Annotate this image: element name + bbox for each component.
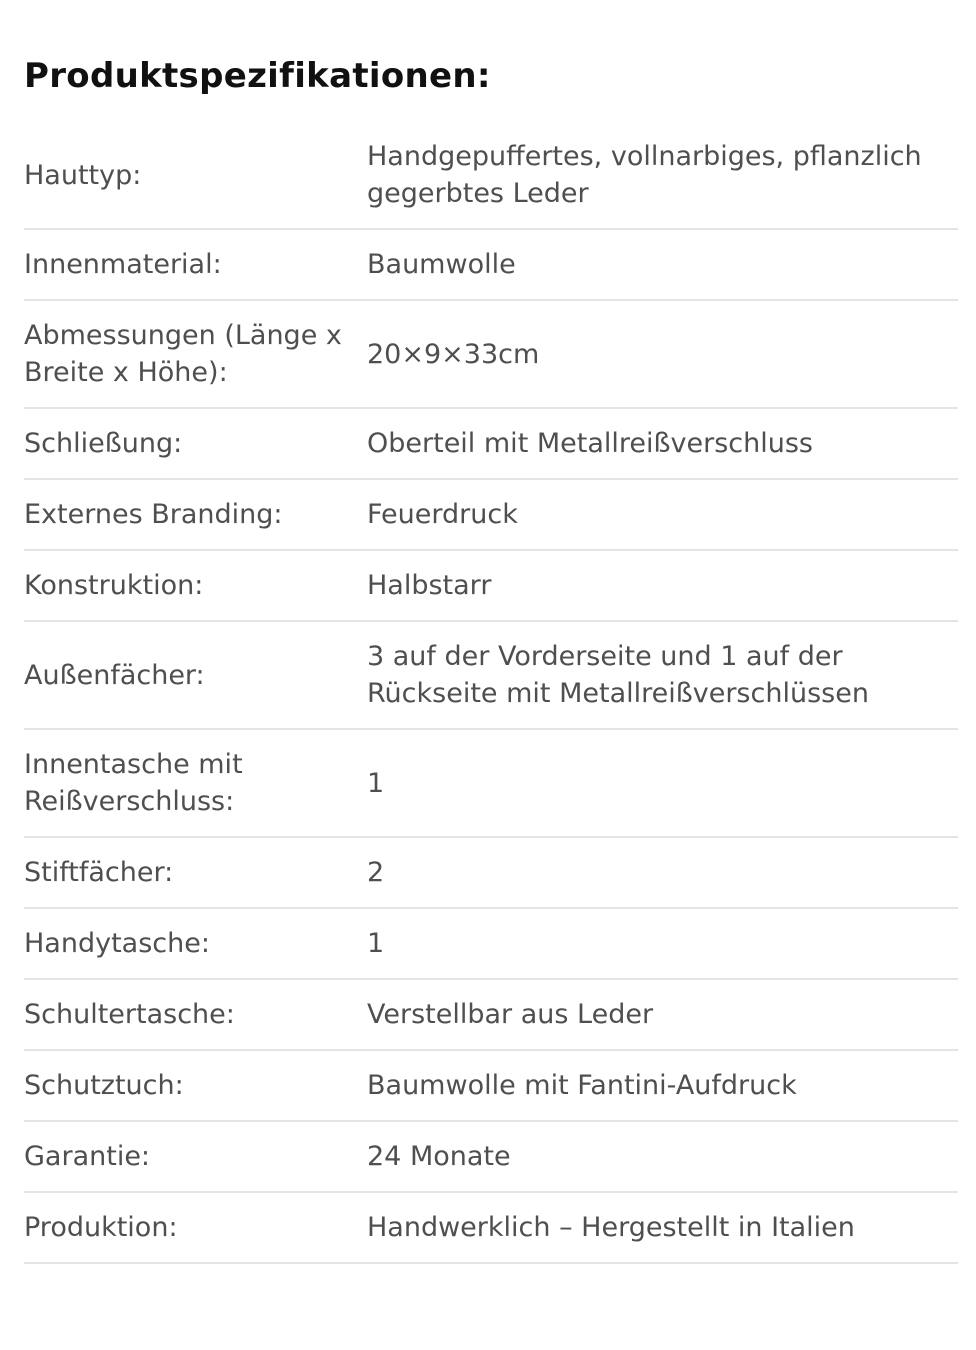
table-row xyxy=(24,621,958,729)
spec-value: Baumwolle xyxy=(367,229,958,300)
spec-label: Handytasche: xyxy=(24,908,367,979)
table-row xyxy=(24,837,958,908)
table-row xyxy=(24,908,958,979)
spec-value: Handgepuffertes, vollnarbiges, pflanzlich gegerbtes Leder xyxy=(367,120,958,229)
table-row xyxy=(24,1192,958,1263)
spec-value: Oberteil mit Metallreißverschluss xyxy=(367,408,958,479)
table-row xyxy=(24,979,958,1050)
table-row xyxy=(24,408,958,479)
spec-label: Innentasche mit Reißverschluss: xyxy=(24,729,367,837)
spec-label: Konstruktion: xyxy=(24,550,367,621)
spec-section xyxy=(24,0,958,1264)
spec-value: Feuerdruck xyxy=(367,479,958,550)
spec-value: 2 xyxy=(367,837,958,908)
table-row xyxy=(24,550,958,621)
spec-label: Schließung: xyxy=(24,408,367,479)
table-row xyxy=(24,300,958,408)
spec-label: Hauttyp: xyxy=(24,120,367,229)
spec-label: Schutztuch: xyxy=(24,1050,367,1121)
table-row xyxy=(24,729,958,837)
table-row xyxy=(24,1050,958,1121)
spec-label: Außenfächer: xyxy=(24,621,367,729)
spec-label: Produktion: xyxy=(24,1192,367,1263)
spec-value: 1 xyxy=(367,729,958,837)
spec-label: Innenmaterial: xyxy=(24,229,367,300)
spec-value: 1 xyxy=(367,908,958,979)
spec-value: Verstellbar aus Leder xyxy=(367,979,958,1050)
spec-value: 24 Monate xyxy=(367,1121,958,1192)
spec-value: 20×9×33cm xyxy=(367,300,958,408)
spec-value: Handwerklich – Hergestellt in Italien xyxy=(367,1192,958,1263)
table-row xyxy=(24,229,958,300)
spec-label: Abmessungen (Länge x Breite x Höhe): xyxy=(24,300,367,408)
table-row xyxy=(24,120,958,229)
spec-table xyxy=(24,120,958,1264)
spec-label: Externes Branding: xyxy=(24,479,367,550)
table-row xyxy=(24,1121,958,1192)
spec-value: Halbstarr xyxy=(367,550,958,621)
spec-label: Schultertasche: xyxy=(24,979,367,1050)
spec-value: Baumwolle mit Fantini-Aufdruck xyxy=(367,1050,958,1121)
page-title: Produktspezifikationen: xyxy=(24,56,491,96)
spec-label: Stiftfächer: xyxy=(24,837,367,908)
spec-label: Garantie: xyxy=(24,1121,367,1192)
table-row xyxy=(24,479,958,550)
spec-value: 3 auf der Vorderseite und 1 auf der Rückseite mit Metallreißverschlüssen xyxy=(367,621,958,729)
